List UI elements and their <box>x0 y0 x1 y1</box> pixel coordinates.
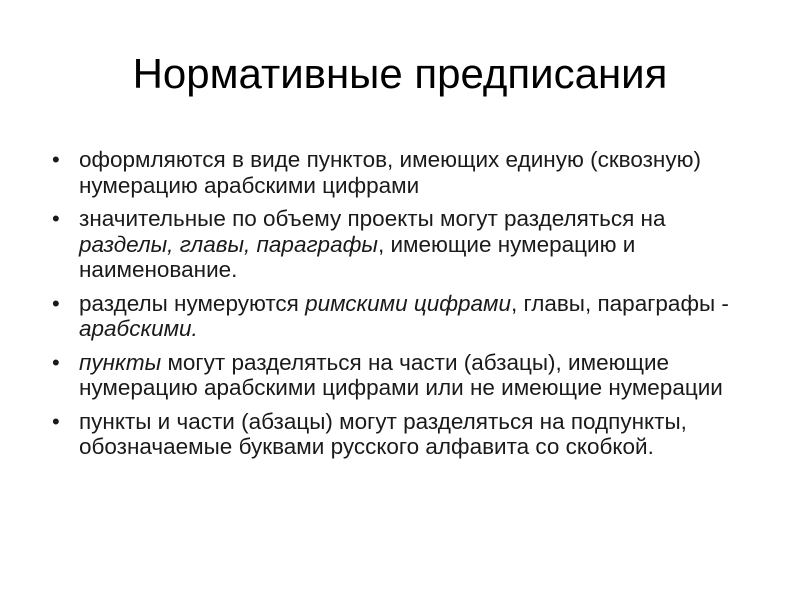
text-segment: , главы, параграфы - <box>511 290 729 316</box>
italic-text-segment: римскими цифрами <box>305 290 511 316</box>
bullet-icon: • <box>52 290 60 316</box>
italic-text-segment: арабскими. <box>79 316 198 341</box>
text-segment: значительные по объему проекты могут разделяться на <box>79 206 666 231</box>
bullet-icon: • <box>52 408 60 434</box>
bullet-icon: • <box>52 206 60 231</box>
text-segment: могут разделяться на части (абзацы), имеющие нумерацию арабскими цифрами или не имеющие нумерации <box>79 349 723 400</box>
list-item-text <box>79 291 729 342</box>
list-item-text <box>79 409 687 460</box>
text-segment: оформляются в виде пунктов, имеющих единую (сквозную) нумерацию арабскими цифрами <box>79 147 701 198</box>
italic-text-segment: пункты <box>79 349 162 375</box>
list-item-text <box>79 206 665 282</box>
slide-title: Нормативные предписания <box>132 50 668 97</box>
list-item <box>52 206 752 283</box>
bullet-list <box>52 147 752 468</box>
text-segment: разделы нумеруются <box>79 290 306 316</box>
list-item <box>52 409 752 460</box>
text-segment: пункты и части (абзацы) могут разделяться на подпункты, обозначаемые буквами русского алфавита со скобкой. <box>79 408 687 459</box>
bullet-icon: • <box>52 147 60 172</box>
list-item <box>52 291 752 342</box>
italic-text-segment: разделы, главы, параграфы <box>79 231 378 257</box>
list-item-text <box>79 350 723 401</box>
bullet-icon: • <box>52 349 60 375</box>
list-item-text <box>79 147 701 198</box>
list-item <box>52 147 752 198</box>
list-item <box>52 350 752 401</box>
text-segment: , имеющие нумерацию и наименование. <box>79 231 636 282</box>
